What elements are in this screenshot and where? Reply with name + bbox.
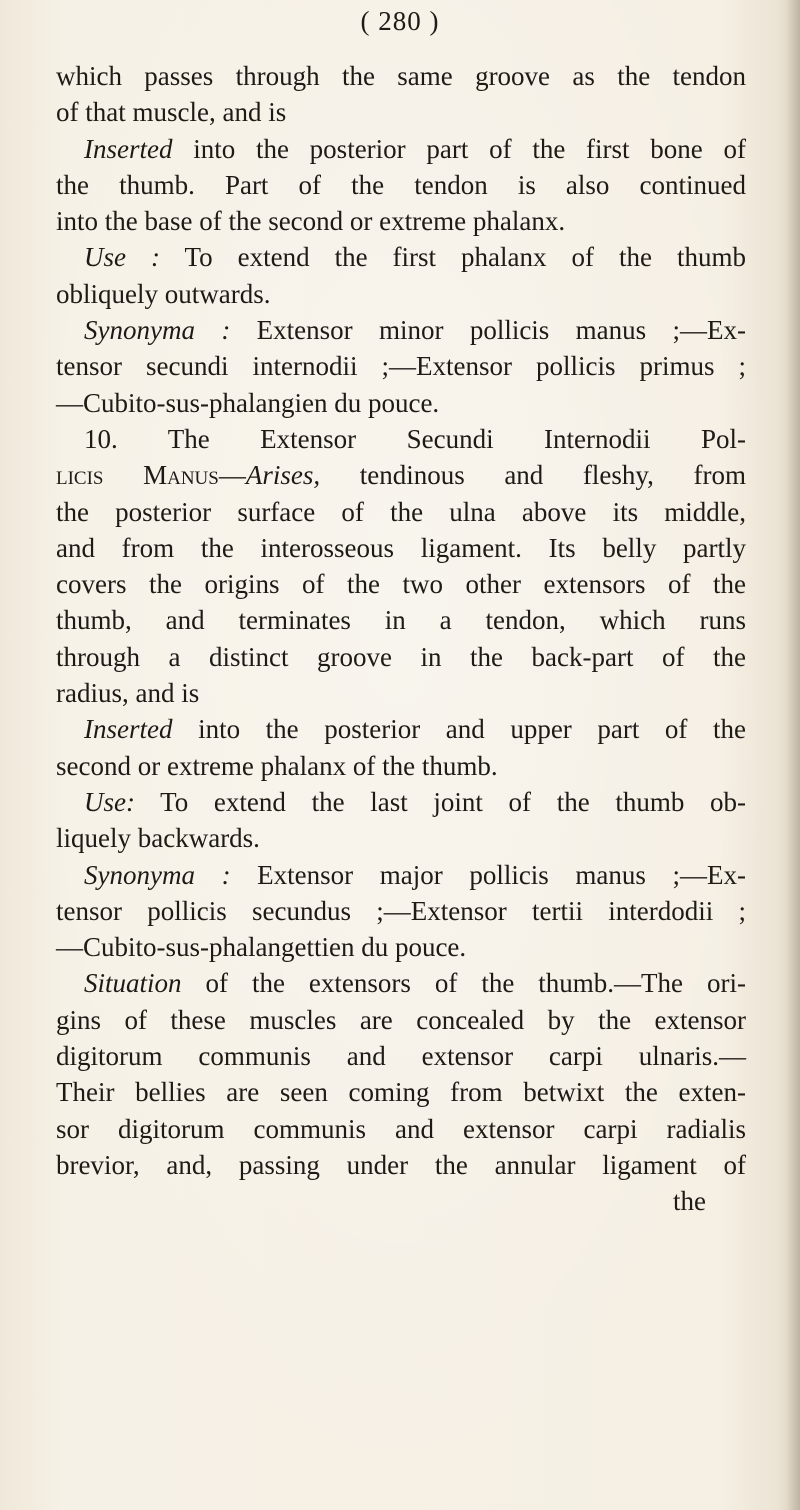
text-line: second or extreme phalanx of the thumb. — [56, 750, 498, 781]
page-gutter-shadow — [786, 0, 800, 1510]
text-line: through a distinct groove in the back-part of the — [56, 641, 746, 672]
italic-term: Synonyma : — [84, 859, 231, 890]
text-line: —Cubito-sus-phalangettien du pouce. — [56, 932, 467, 963]
italic-term: Use : — [84, 242, 160, 273]
text-line: Synonyma : Extensor minor pollicis manus ;—Ex- — [84, 315, 746, 346]
small-caps-term: licis Manus — [56, 460, 219, 491]
text-line: into the base of the second or extreme phalanx. — [56, 206, 566, 237]
text-line: —Cubito-sus-phalangien du pouce. — [56, 387, 440, 418]
text-line: Inserted into the posterior part of the first bone of — [84, 133, 746, 164]
text-line: the posterior surface of the ulna above its middle, — [56, 496, 746, 527]
italic-term: Inserted — [84, 714, 173, 745]
italic-term: Situation — [84, 968, 182, 999]
italic-term: Inserted — [84, 133, 173, 164]
body-text — [56, 58, 746, 1220]
catchword: the — [673, 1186, 706, 1217]
text-line: liquely backwards. — [56, 823, 260, 854]
text-line: the thumb. Part of the tendon is also continued — [56, 169, 746, 200]
text-line: tensor secundi internodii ;—Extensor pollicis primus ; — [56, 351, 746, 382]
italic-term: Arises, — [245, 460, 321, 491]
text-line: Situation of the extensors of the thumb.—The ori- — [84, 968, 746, 999]
italic-term: Use: — [84, 786, 135, 817]
text-line: tensor pollicis secundus ;—Extensor tertii interdodii ; — [56, 895, 746, 926]
text-line: Use: To extend the last joint of the thumb ob- — [84, 786, 746, 817]
text-line: Their bellies are seen coming from betwixt the exten- — [56, 1077, 746, 1108]
text-line: Use : To extend the first phalanx of the thumb — [84, 242, 746, 273]
section-heading-line: 10. The Extensor Secundi Internodii Pol- — [84, 423, 746, 454]
text-line: sor digitorum communis and extensor carpi radialis — [56, 1113, 746, 1144]
text-line: Inserted into the posterior and upper part of the — [84, 714, 746, 745]
text-line: of that muscle, and is — [56, 97, 287, 128]
text-line: gins of these muscles are concealed by the extensor — [56, 1004, 746, 1035]
text-line: radius, and is — [56, 678, 200, 709]
text-line: covers the origins of the two other extensors of the — [56, 569, 746, 600]
text-line: obliquely outwards. — [56, 278, 271, 309]
text-line: which passes through the same groove as the tendon — [56, 61, 746, 91]
text-line: thumb, and terminates in a tendon, which runs — [56, 605, 746, 636]
text-line: digitorum communis and extensor carpi ulnaris.— — [56, 1041, 746, 1072]
text-line: and from the interosseous ligament. Its belly partly — [56, 532, 746, 563]
page-number: ( 280 ) — [360, 6, 440, 36]
text-line: Synonyma : Extensor major pollicis manus ;—Ex- — [84, 859, 746, 890]
text-line: licis Manus—Arises, tendinous and fleshy, from — [56, 460, 746, 491]
text-line: brevior, and, passing under the annular ligament of — [56, 1149, 746, 1180]
italic-term: Synonyma : — [84, 315, 231, 346]
